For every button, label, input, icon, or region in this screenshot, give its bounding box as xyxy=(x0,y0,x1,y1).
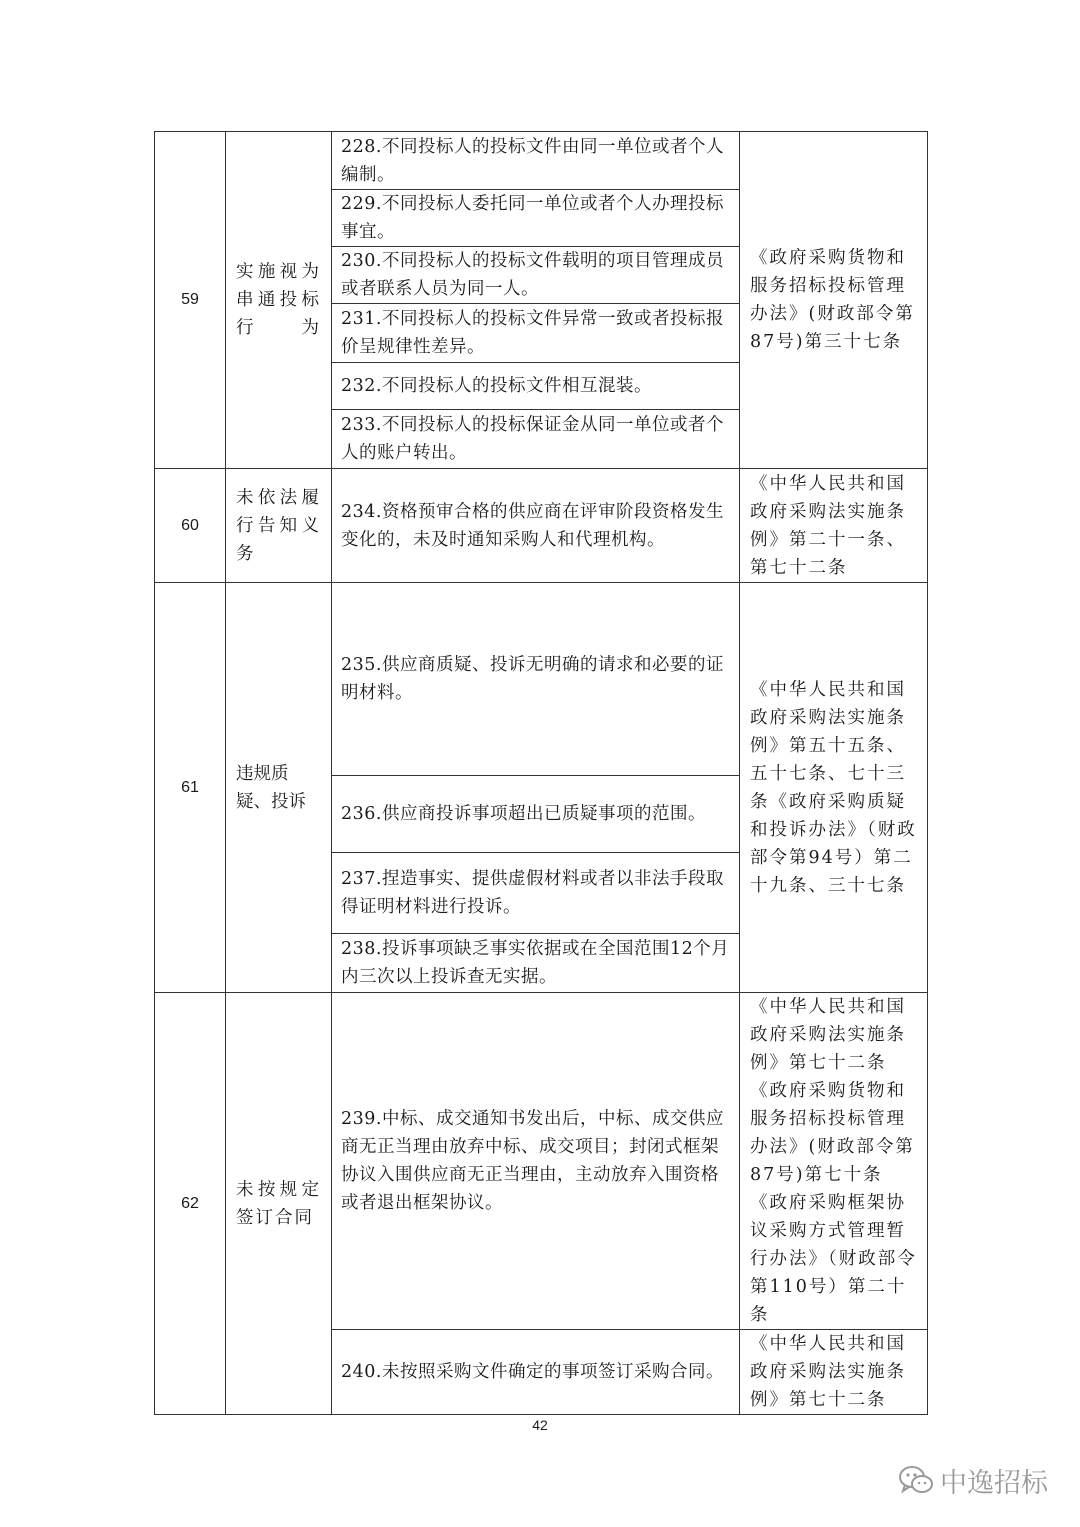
table-row xyxy=(155,993,928,1330)
item-text: 232.不同投标人的投标文件相互混装。 xyxy=(332,363,740,410)
item-text: 230.不同投标人的投标文件载明的项目管理成员或者联系人员为同一人。 xyxy=(332,247,740,304)
watermark-label: 中逸招标 xyxy=(940,1467,1048,1499)
item-text: 229.不同投标人委托同一单位或者个人办理投标事宜。 xyxy=(332,190,740,247)
category-text: 实施视为串通投标行为 xyxy=(236,262,321,338)
wechat-icon xyxy=(898,1464,934,1496)
item-text: 233.不同投标人的投标保证金从同一单位或者个人的账户转出。 xyxy=(332,410,740,469)
reference-cell: 《中华人民共和国政府采购法实施条例》第七十二条 xyxy=(740,1330,928,1415)
table-row xyxy=(155,583,928,776)
category-text: 违规质疑、投诉 xyxy=(236,763,306,812)
item-text: 238.投诉事项缺乏事实依据或在全国范围12个月内三次以上投诉查无实据。 xyxy=(332,934,740,993)
category-cell xyxy=(226,132,332,469)
reference-cell: 《中华人民共和国政府采购法实施条例》第五十五条、五十七条、七十三条《政府采购质疑和投诉办法》（财政部令第94号）第二十九条、三十七条 xyxy=(740,583,928,993)
item-text: 240.未按照采购文件确定的事项签订采购合同。 xyxy=(332,1330,740,1415)
item-text: 237.捏造事实、提供虚假材料或者以非法手段取得证明材料进行投诉。 xyxy=(332,853,740,934)
watermark xyxy=(898,1460,1048,1500)
category-cell xyxy=(226,993,332,1415)
row-number: 59 xyxy=(155,132,226,469)
category-text: 未按规定签订合同 xyxy=(236,1179,321,1228)
page-number: 42 xyxy=(532,1417,548,1433)
item-text: 228.不同投标人的投标文件由同一单位或者个人编制。 xyxy=(332,132,740,190)
reference-cell: 《中华人民共和国政府采购法实施条例》第七十二条《政府采购货物和服务招标投标管理办法》(财政部令第87号)第七十条《政府采购框架协议采购方式管理暂行办法》（财政部令第110号）第二十条 xyxy=(740,993,928,1330)
item-text: 231.不同投标人的投标文件异常一致或者投标报价呈规律性差异。 xyxy=(332,304,740,363)
regulation-table xyxy=(154,131,928,1415)
item-text: 234.资格预审合格的供应商在评审阶段资格发生变化的，未及时通知采购人和代理机构。 xyxy=(332,469,740,583)
category-text: 未依法履行告知义务 xyxy=(236,487,321,564)
category-cell xyxy=(226,469,332,583)
table-row xyxy=(155,469,928,583)
table-row xyxy=(155,132,928,190)
category-cell xyxy=(226,583,332,993)
item-text: 235.供应商质疑、投诉无明确的请求和必要的证明材料。 xyxy=(332,583,740,776)
row-number: 61 xyxy=(155,583,226,993)
item-text: 239.中标、成交通知书发出后，中标、成交供应商无正当理由放弃中标、成交项目；封闭式框架协议入围供应商无正当理由，主动放弃入围资格或者退出框架协议。 xyxy=(332,993,740,1330)
item-text: 236.供应商投诉事项超出已质疑事项的范围。 xyxy=(332,776,740,853)
reference-cell: 《政府采购货物和服务招标投标管理办法》(财政部令第87号)第三十七条 xyxy=(740,132,928,469)
row-number: 62 xyxy=(155,993,226,1415)
row-number: 60 xyxy=(155,469,226,583)
reference-cell: 《中华人民共和国政府采购法实施条例》第二十一条、第七十二条 xyxy=(740,469,928,583)
